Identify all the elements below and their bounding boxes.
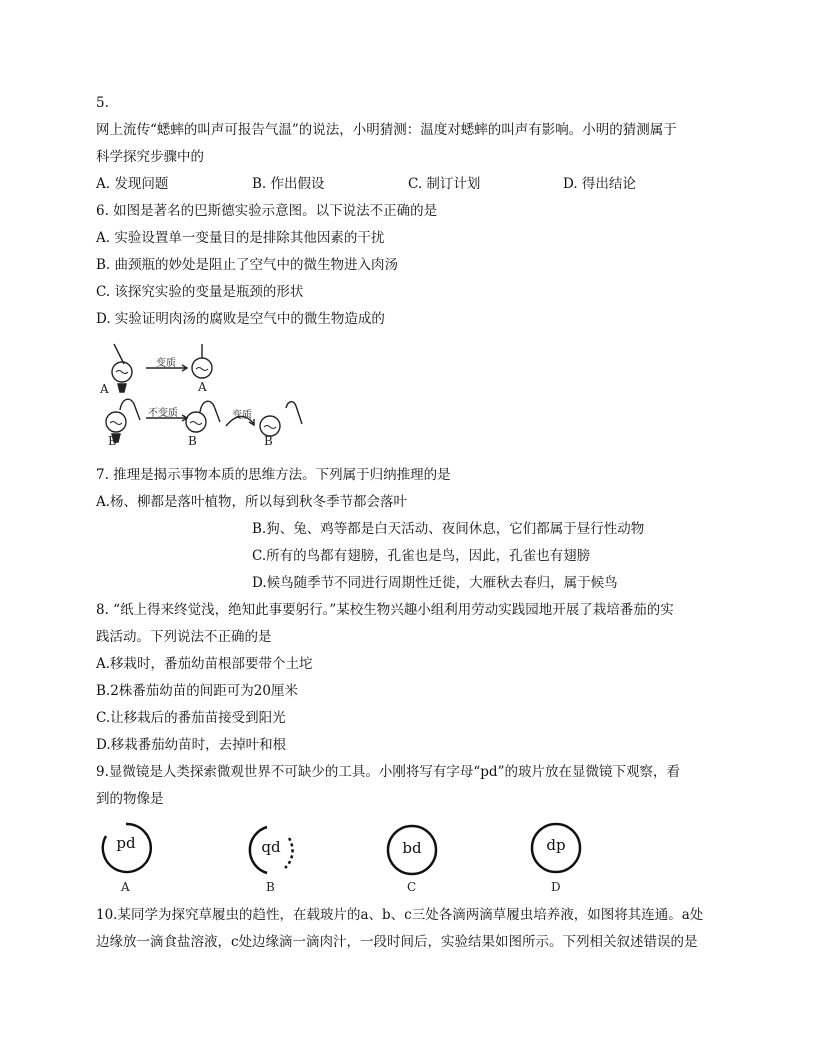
flask-b1-neck xyxy=(120,399,140,420)
q7-option-c: C.所有的鸟都有翅膀，孔雀也是鸟，因此，孔雀也有翅膀 xyxy=(252,548,591,564)
q5-option-d: D. 得出结论 xyxy=(563,176,636,192)
q10-stem-line2: 边缘放一滴食盐溶液，c处边缘滴一滴肉汁，一段时间后，实验结果如图所示。下列相关叙述错误的是 xyxy=(96,934,698,950)
q9-stem-line2: 到的物像是 xyxy=(96,791,164,807)
view-c-letters: bd xyxy=(402,839,422,857)
q7-option-d: D.候鸟随季节不同进行周期性迁徙，大雁秋去春归，属于候鸟 xyxy=(252,575,618,591)
q5-option-a: A. 发现问题 xyxy=(96,176,169,192)
q5-option-c: C. 制订计划 xyxy=(408,176,481,192)
fig-label-b-mid: B xyxy=(188,434,197,448)
flask-b2-body xyxy=(186,412,206,432)
q8-option-a: A.移栽时，番茄幼苗根部要带个土坨 xyxy=(96,656,313,672)
q6-stem: 6. 如图是著名的巴斯德实验示意图。以下说法不正确的是 xyxy=(96,203,438,219)
q5-option-b: B. 作出假设 xyxy=(252,176,325,192)
microscope-view-c xyxy=(386,824,438,876)
flask-a1-neck xyxy=(114,344,124,364)
q8-stem-line2: 践活动。下列说法不正确的是 xyxy=(96,629,272,645)
flask-b3-body xyxy=(260,416,280,436)
burner-a xyxy=(118,384,126,392)
q7-option-b: B.狗、兔、鸡等都是白天活动、夜间休息，它们都属于昼行性动物 xyxy=(252,521,645,537)
q8-stem-line1: 8. “纸上得来终觉浅，绝知此事要躬行。”某校生物兴趣小组利用劳动实践园地开展了栽培番茄的实 xyxy=(96,602,674,618)
flask-b2-neck xyxy=(200,401,220,422)
fig-label-b-left: B xyxy=(108,434,117,448)
q6-option-b: B. 曲颈瓶的妙处是阻止了空气中的微生物进入肉汤 xyxy=(96,257,399,273)
q6-option-c: C. 该探究实验的变量是瓶颈的形状 xyxy=(96,284,304,300)
q5-stem-line1: 网上流传“蟋蟀的叫声可报告气温”的说法，小明猜测：温度对蟋蟀的叫声有影响。小明的猜测属于 xyxy=(96,122,677,138)
fig-label-a-right: A xyxy=(198,380,207,394)
broken-neck xyxy=(286,402,302,424)
fig-label-a-left: A xyxy=(100,382,109,396)
q8-option-b: B.2株番茄幼苗的间距可为20厘米 xyxy=(96,683,298,699)
fig-label-b-right: B xyxy=(264,434,273,448)
view-a-letters: pd xyxy=(116,834,136,852)
fig-arrow-label-row2b: 变质 xyxy=(232,410,252,421)
pasteur-experiment-figure xyxy=(96,338,322,450)
view-a-label: A xyxy=(121,880,130,894)
fig-arrow-label-row1: 变质 xyxy=(156,358,176,369)
q9-stem-line1: 9.显微镜是人类探索微观世界不可缺少的工具。小刚将写有字母“pd”的玻片放在显微镜下观察，看 xyxy=(96,764,680,780)
q7-option-a: A.杨、柳都是落叶植物，所以每到秋冬季节都会落叶 xyxy=(96,494,408,510)
pasteur-diagram xyxy=(96,338,322,450)
q5-stem-line2: 科学探究步骤中的 xyxy=(96,149,204,165)
microscope-view-b xyxy=(245,824,297,876)
q6-option-a: A. 实验设置单一变量目的是排除其他因素的干扰 xyxy=(96,230,385,246)
q7-stem: 7. 推理是揭示事物本质的思维方法。下列属于归纳推理的是 xyxy=(96,467,451,483)
fig-arrow-label-row2a: 不变质 xyxy=(148,408,178,419)
microscope-view-d xyxy=(530,822,582,874)
q6-option-d: D. 实验证明肉汤的腐败是空气中的微生物造成的 xyxy=(96,311,385,327)
q5-number: 5. xyxy=(96,95,109,111)
flask-b1-body xyxy=(106,412,126,432)
q8-option-d: D.移栽番茄幼苗时，去掉叶和根 xyxy=(96,737,287,753)
q10-stem-line1: 10.某同学为探究草履虫的趋性，在载玻片的a、b、c三处各滴两滴草履虫培养液，如图将其连通。a处 xyxy=(96,907,704,923)
flask-a2-body xyxy=(192,358,212,378)
view-b-letters: qd xyxy=(261,838,281,856)
view-d-label: D xyxy=(551,880,561,894)
view-b-label: B xyxy=(266,880,275,894)
q8-option-c: C.让移栽后的番茄苗接受到阳光 xyxy=(96,710,286,726)
microscope-view-a xyxy=(100,822,152,874)
view-d-letters: dp xyxy=(546,836,566,854)
view-c-label: C xyxy=(407,880,417,894)
